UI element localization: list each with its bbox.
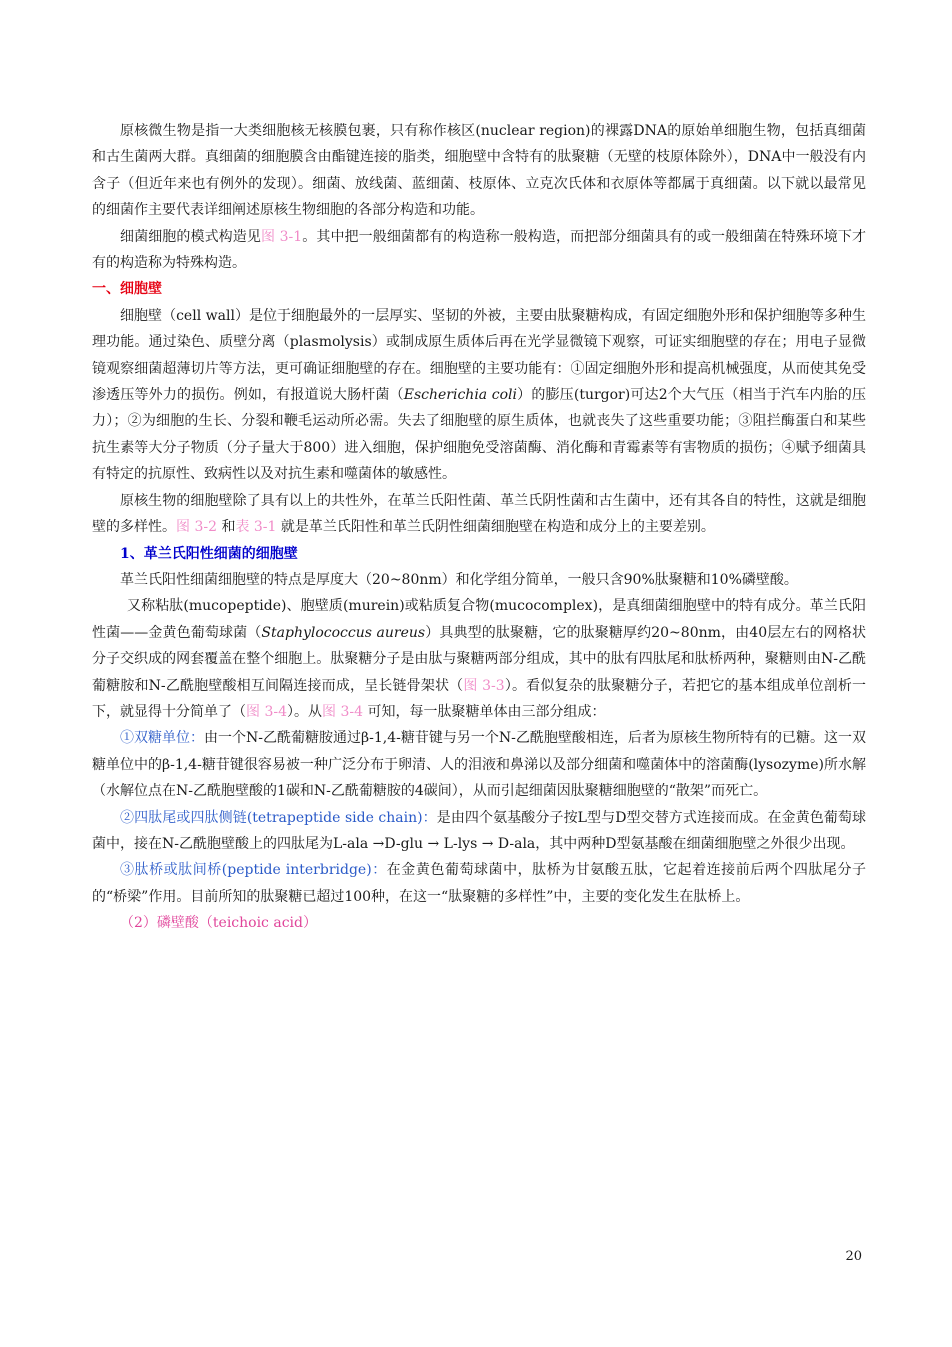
figure-ref-3-2[interactable]: 图 3-2: [176, 519, 217, 536]
paragraph-interbridge: ③肽桥或肽间桥(peptide interbridge)：在金黄色葡萄球菌中，肽桥为甘氨酸五肽，它起着连接前后两个四肽尾分子的“桥梁”作用。目前所知的肽聚糖已超过100种，在这一“肽聚糖的多样性”中，主要的变化发生在肽桥上。: [92, 862, 867, 905]
page-number: 20: [845, 1249, 862, 1264]
paragraph-teichoic-acid: （2）磷壁酸（teichoic acid）: [120, 915, 317, 932]
paragraph-intro: 原核微生物是指一大类细胞核无核膜包裹，只有称作核区(nuclear region)的裸露DNA的原始单细胞生物，包括真细菌和古生菌两大群。真细菌的细胞膜含由酯键连接的脂类，细胞壁中含特有的肽聚糖（无壁的枝原体除外），DNA中一般没有内含子（但近年来也有例外的发现）。细菌、放线菌、蓝细菌、枝原体、立克次氏体和衣原体等都属于真细菌。以下就以最常见的细菌作主要代表详细阐述原核生物细胞的各部分构造和功能。: [92, 123, 866, 219]
figure-ref-3-1[interactable]: 图 3-1: [260, 228, 303, 245]
document-body: [92, 118, 866, 937]
paragraph-peptidoglycan: 又称粘肽(mucopeptide)、胞壁质(murein)或粘质复合物(mucocomplex)，是真细菌细胞壁中的特有成分。革兰氏阳性菌——金黄色葡萄球菌（Staphylococcus aureus）具典型的肽聚糖，它的肽聚糖厚约20~80nm，由40层左右的网格状分子交织成的网套覆盖在整个细胞上。肽聚糖分子是由肽与聚糖两部分组成，其中的肽有四肽尾和肽桥两种，聚糖则由N-乙酰葡糖胺和N-乙酰胞壁酸相互间隔连接而成，呈长链骨架状（图 3-3）。看似复杂的肽聚糖分子，若把它的基本组成单位剖析一下，就显得十分简单了（图 3-4）。从图 3-4 可知，每一肽聚糖单体由三部分组成：: [92, 598, 867, 720]
item-label-tetrapeptide: ②四肽尾或四肽侧链(tetrapeptide side chain)：: [120, 809, 437, 826]
paragraph-disaccharide: ①双糖单位：由一个N-乙酰葡糖胺通过β-1,4-糖苷键与另一个N-乙酰胞壁酸相连，后者为原核生物所特有的已糖。这一双糖单位中的β-1,4-糖苷键很容易被一种广泛分布于卵清、人的泪液和鼻涕以及部分细菌和噬菌体中的溶菌酶(lysozyme)所水解（水解位点在N-乙酰胞壁酸的1碳和N-乙酰葡糖胺的4碳间），从而引起细菌因肽聚糖细胞壁的“散架”而死亡。: [92, 730, 867, 800]
paragraph-diversity: 原核生物的细胞壁除了具有以上的共性外，在革兰氏阳性菌、革兰氏阴性菌和古生菌中，还有其各自的特性，这就是细胞壁的多样性。图 3-2 和表 3-1 就是革兰氏阳性和革兰氏阴性细菌细胞壁在构造和成分上的主要差别。: [92, 492, 866, 536]
paragraph-cell-wall: 细胞壁（cell wall）是位于细胞最外的一层厚实、坚韧的外被，主要由肽聚糖构成，有固定细胞外形和保护细胞等多种生理功能。通过染色、质壁分离（plasmolysis）或制成原生质体后再在光学显微镜下观察，可证实细胞壁的存在；用电子显微镜观察细菌超薄切片等方法，更可确证细胞壁的存在。细胞壁的主要功能有：①固定细胞外形和提高机械强度，从而使其免受渗透压等外力的损伤。例如，有报道说大肠杆菌（Escherichia coli）的膨压(turgor)可达2个大气压（相当于汽车内胎的压力）；②为细胞的生长、分裂和鞭毛运动所必需。失去了细胞壁的原生质体，也就丧失了这些重要功能；③阻拦酶蛋白和某些抗生素等大分子物质（分子量大于800）进入细胞，保护细胞免受溶菌酶、消化酶和青霉素等有害物质的损伤；④赋予细菌具有特定的抗原性、致病性以及对抗生素和噬菌体的敏感性。: [92, 307, 866, 483]
item-label-interbridge: ③肽桥或肽间桥(peptide interbridge)：: [120, 862, 387, 879]
paragraph-tetrapeptide: ②四肽尾或四肽侧链(tetrapeptide side chain)：是由四个氨基酸分子按L型与D型交替方式连接而成。在金黄色葡萄球菌中，接在N-乙酰胞壁酸上的四肽尾为L-ala →D-glu → L-lys → D-ala，其中两种D型氨基酸在细菌细胞壁之外很少出现。: [92, 809, 866, 852]
item-label-disaccharide: ①双糖单位：: [120, 730, 205, 747]
species-name: Escherichia coli: [403, 387, 517, 404]
species-name: Staphylococcus aureus: [261, 624, 426, 641]
paragraph-cell-model: 细菌细胞的模式构造见图 3-1。其中把一般细菌都有的构造称一般构造，而把部分细菌具有的或一般细菌在特殊环境下才有的构造称为特殊构造。: [92, 228, 867, 272]
paragraph-gram-positive: 革兰氏阳性细菌细胞壁的特点是厚度大（20~80nm）和化学组分简单，一般只含90%肽聚糖和10%磷壁酸。: [120, 571, 798, 588]
section-title-cell-wall: 一、细胞壁: [92, 281, 162, 298]
figure-ref-3-4[interactable]: 图 3-4: [246, 703, 287, 720]
subsection-title-gram-positive: 1、革兰氏阳性细菌的细胞壁: [120, 545, 298, 562]
figure-ref-3-3[interactable]: 图 3-3: [463, 677, 505, 694]
table-ref-3-1[interactable]: 表 3-1: [235, 519, 277, 536]
figure-ref-3-4-second[interactable]: 图 3-4: [322, 703, 363, 720]
